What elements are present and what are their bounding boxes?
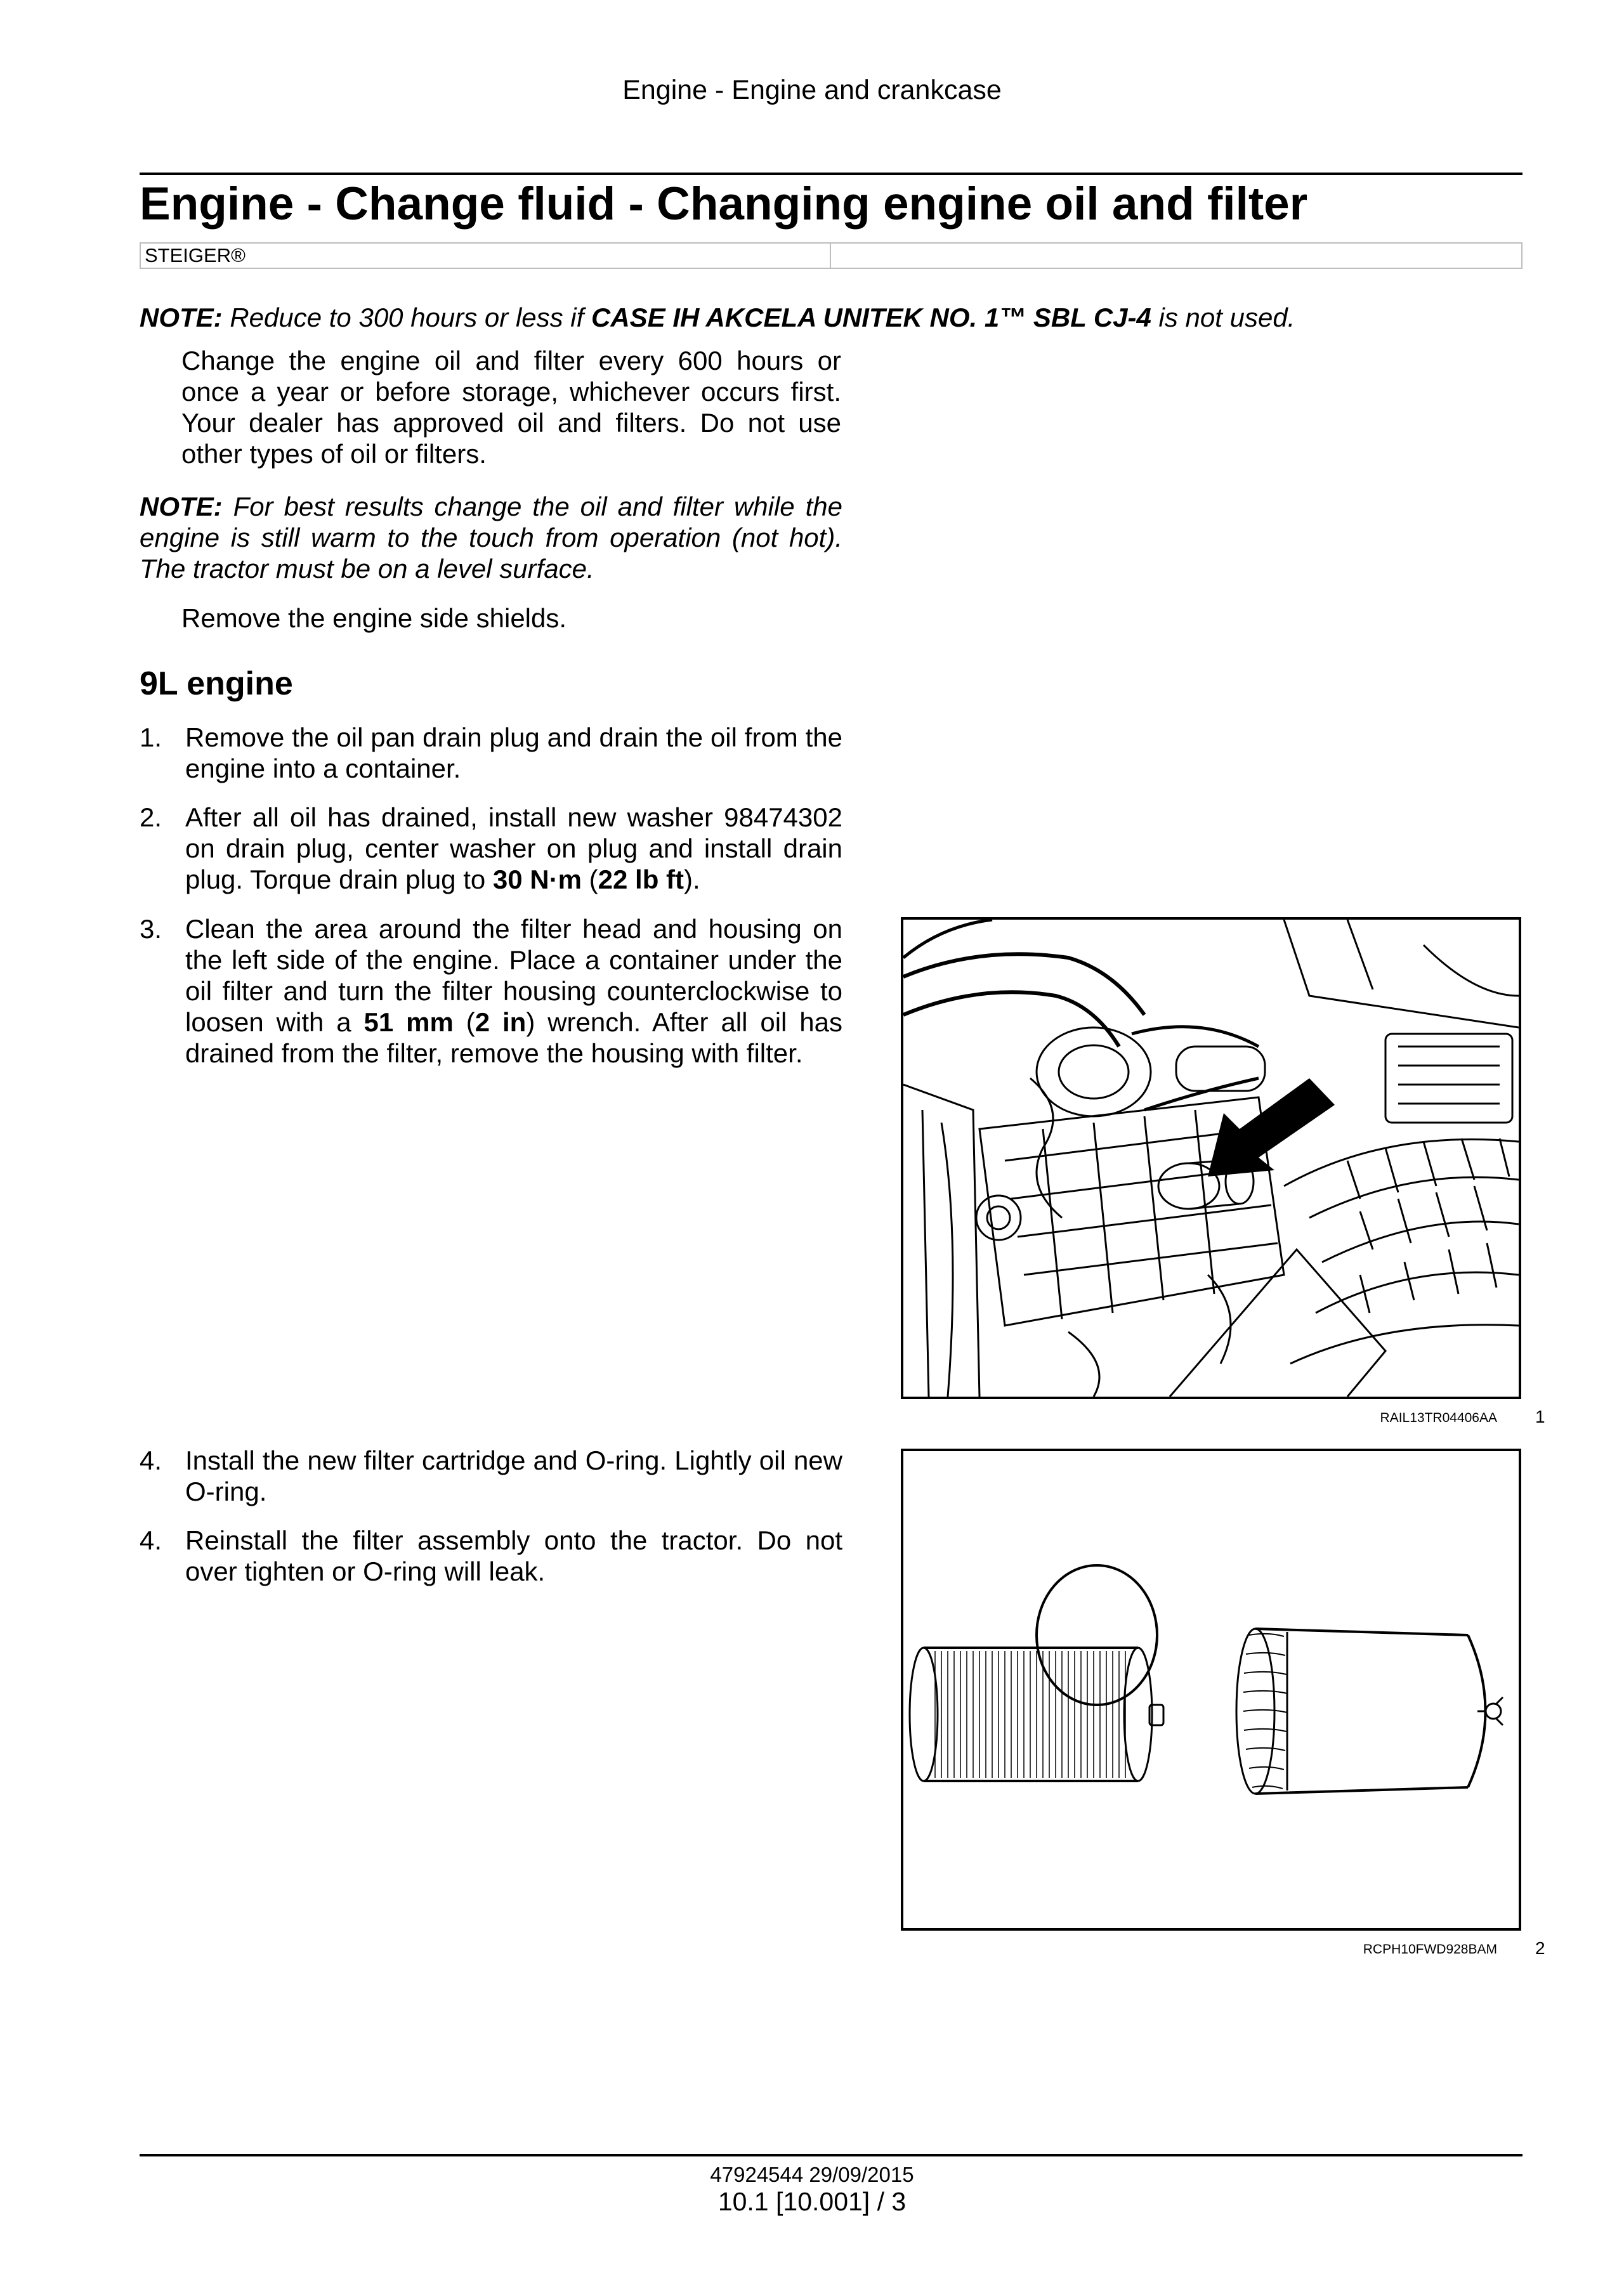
torque-nm: 30 N·m [492, 864, 582, 894]
note-text-end: is not used. [1151, 303, 1295, 332]
step-text-part: ) wrench. After all oil has drained from the filter, remove the housing with filter. [185, 1007, 842, 1068]
figure-engine-oil-filter [901, 917, 1521, 1399]
note-oil-interval [140, 302, 1295, 333]
filter-illustration [903, 1451, 1519, 1928]
model-cell: STEIGER® [141, 244, 831, 268]
step-number: 1. [140, 722, 162, 752]
step-text: Install the new filter cartridge and O-ring. Lightly oil new O-ring. [185, 1445, 842, 1506]
wrench-size-in: 2 in [475, 1007, 527, 1037]
step-number: 3. [140, 914, 162, 944]
step-text [185, 913, 842, 1069]
note-text: Reduce to 300 hours or less if [222, 303, 591, 332]
step-number: 4. [140, 1445, 162, 1475]
footer-page-number: 10.1 [10.001] / 3 [717, 2187, 907, 2216]
note-warm-engine [140, 491, 842, 584]
step-text-part: ( [453, 1007, 475, 1037]
step-text-part: Clean the area around the filter head and housing on the left side of the engine. Place a container under the oil filter and turn the filter housing counterclockwise to loosen with a [185, 914, 842, 1037]
header-rule [140, 173, 1522, 175]
intro-paragraph: Change the engine oil and filter every 600 hours or once a year or before storage, whichever occurs first. Your dealer has approved oil and filters. Do not use other types of oil or filters. [181, 346, 841, 469]
footer-doc-code: 47924544 29/09/2015 [710, 2163, 914, 2186]
model-table [140, 242, 1522, 269]
step-number: 2. [140, 802, 162, 832]
step-text [185, 802, 842, 895]
step-text: Remove the oil pan drain plug and drain the oil from the engine into a container. [185, 722, 842, 783]
note-label: NOTE: [140, 303, 223, 332]
remove-shields-text: Remove the engine side shields. [181, 603, 567, 633]
model-cell-empty [831, 244, 1521, 268]
figure-number: 2 [1535, 1938, 1545, 1958]
step-text-part: ( [581, 864, 598, 894]
running-header: Engine - Engine and crankcase [622, 75, 1002, 105]
step-text-part: ). [684, 864, 700, 894]
step-text: Reinstall the filter assembly onto the tractor. Do not over tighten or O-ring will leak. [185, 1525, 842, 1586]
section-heading: 9L engine [140, 665, 293, 702]
footer-rule [140, 2154, 1522, 2156]
step-text-part: After all oil has drained, install new washer 98474302 on drain plug, center washer on plug and install drain plug. Torque drain plug to [185, 802, 842, 894]
torque-lbft: 22 lb ft [598, 864, 684, 894]
figure-filter-components [901, 1449, 1521, 1931]
step-number: 4. [140, 1525, 162, 1555]
page-title: Engine - Change fluid - Changing engine oil and filter [140, 178, 1308, 230]
wrench-size-mm: 51 mm [363, 1007, 454, 1037]
figure-number: 1 [1535, 1407, 1545, 1426]
figure-caption-code: RCPH10FWD928BAM [1363, 1942, 1497, 1957]
note-product: CASE IH AKCELA UNITEK NO. 1™ SBL CJ-4 [591, 303, 1151, 332]
engine-illustration [903, 920, 1519, 1397]
figure-caption-code: RAIL13TR04406AA [1380, 1411, 1497, 1425]
note-label: NOTE: [140, 492, 223, 521]
note-text: For best results change the oil and filter while the engine is still warm to the touch from operation (not hot). The tractor must be on a level surface. [140, 492, 842, 584]
